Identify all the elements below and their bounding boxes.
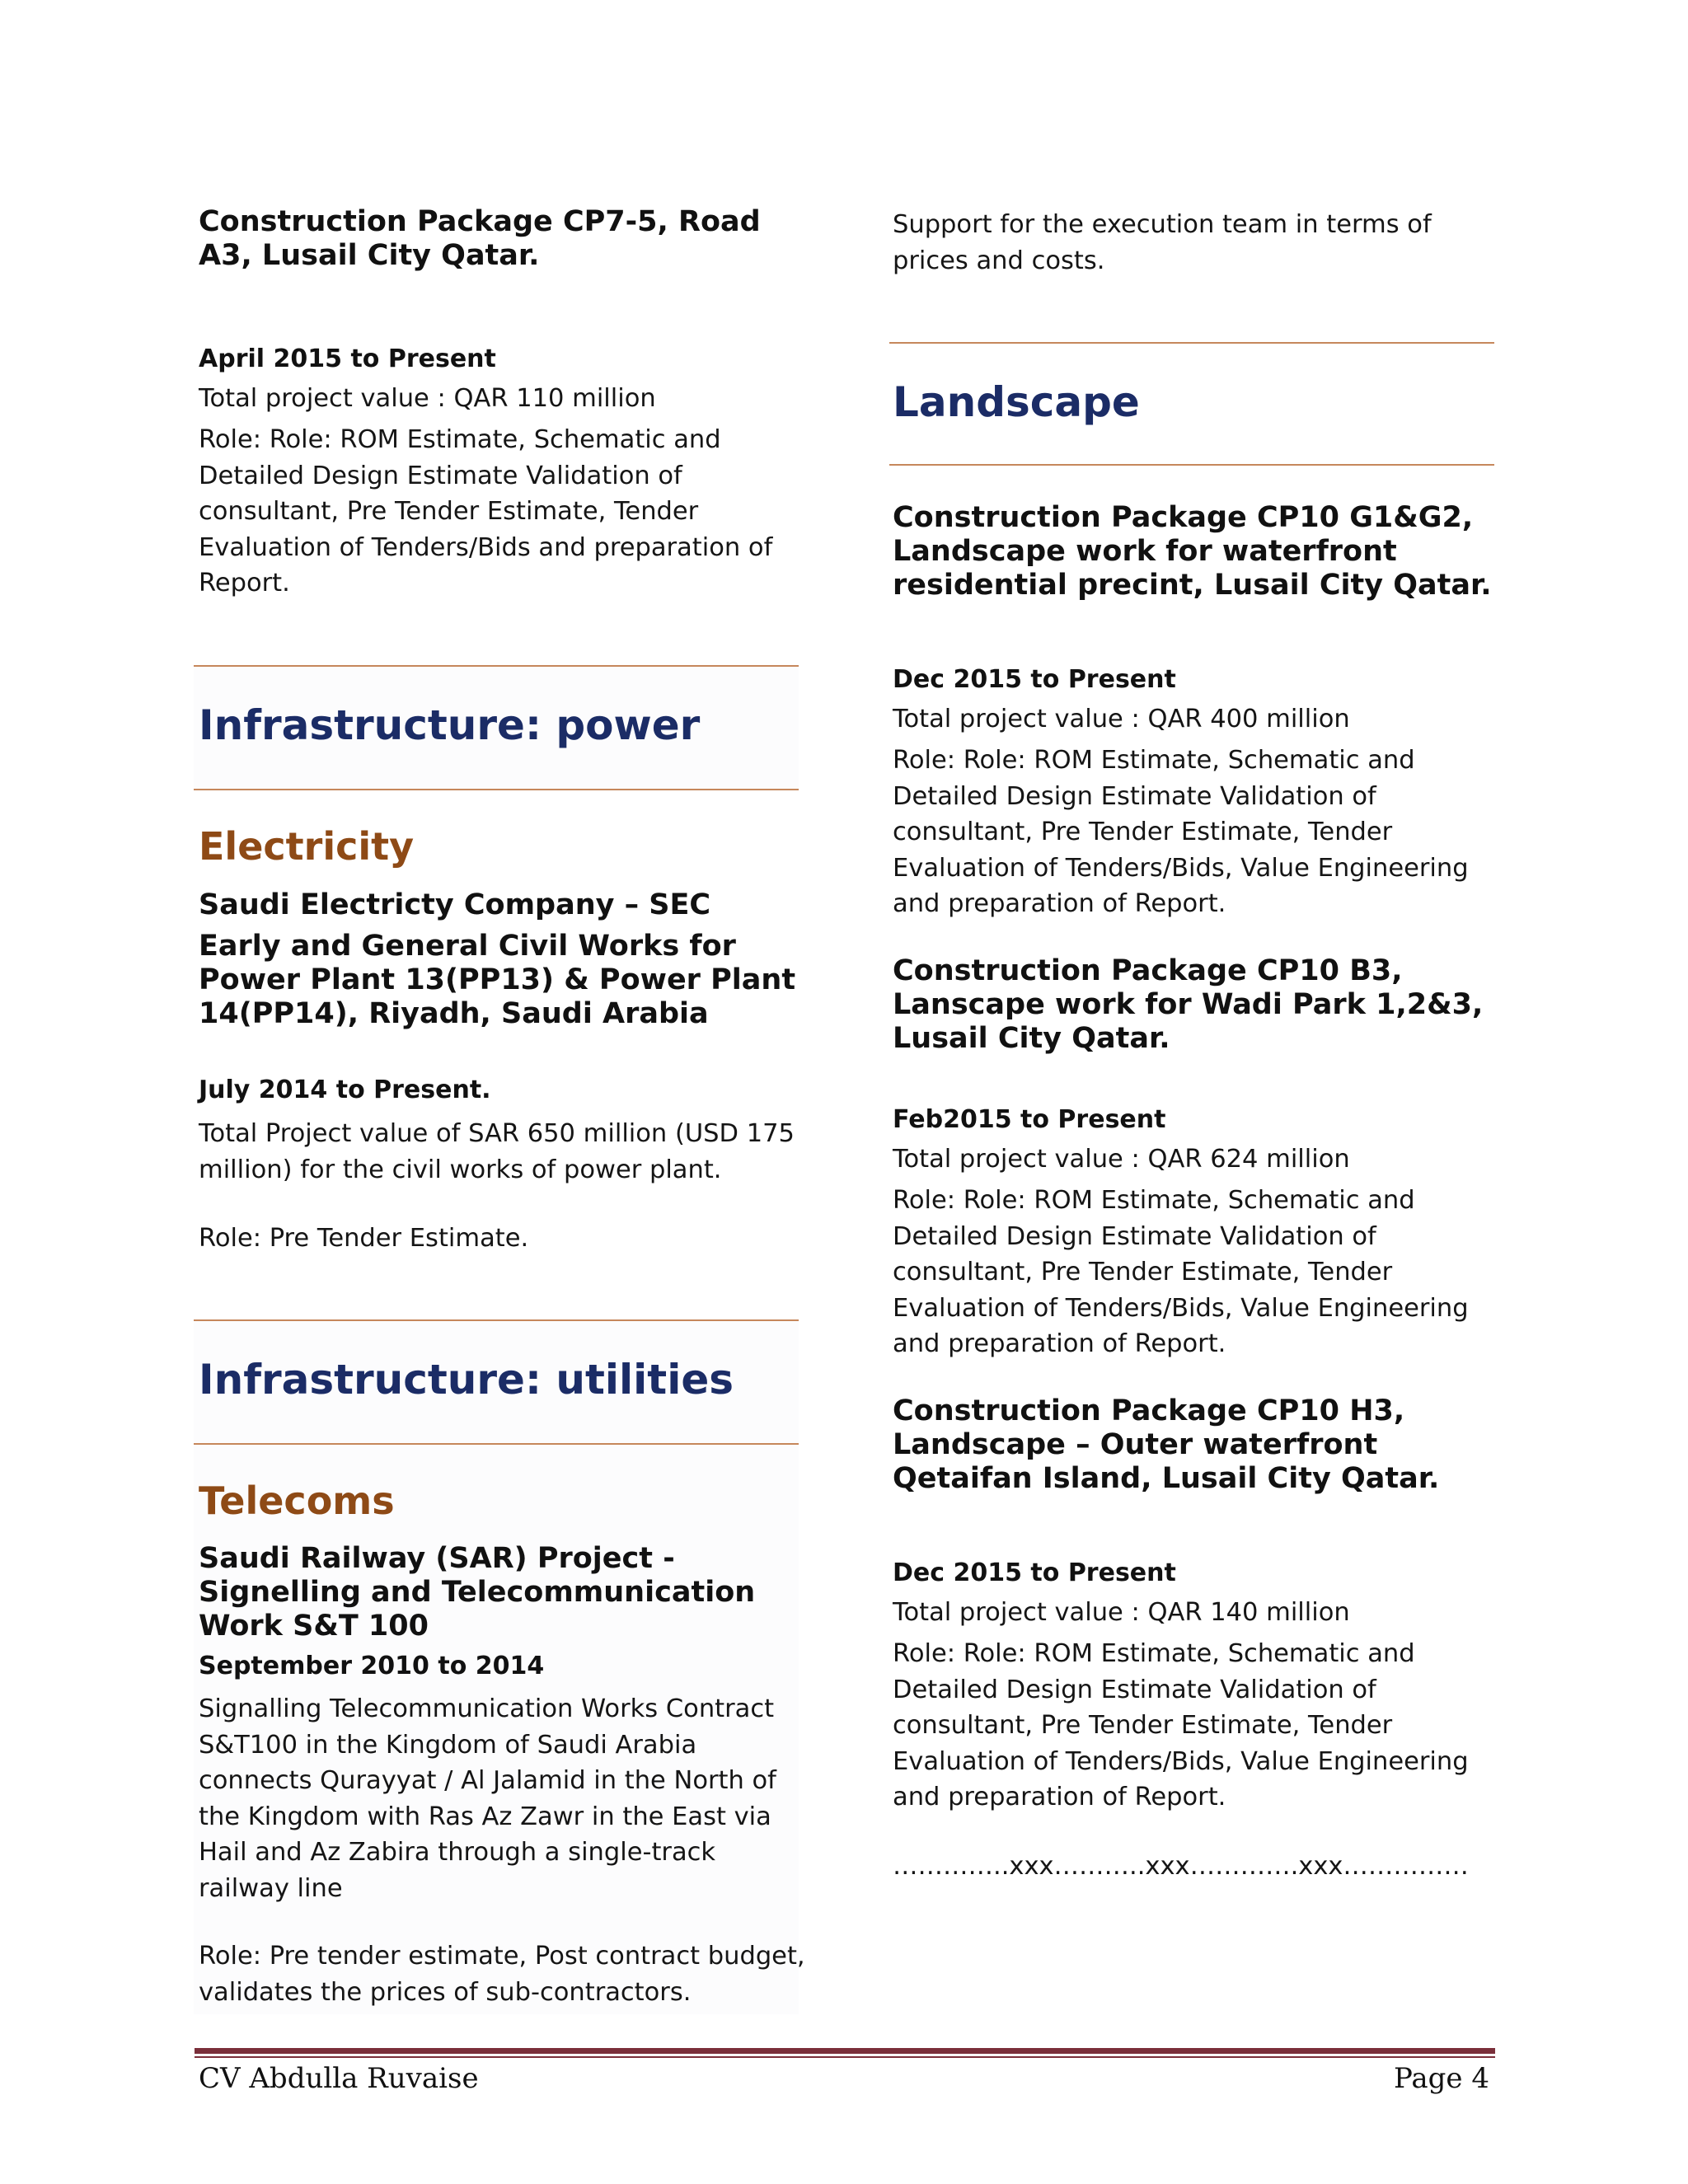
project-role: Role: Pre tender estimate, Post contract budget, validates the prices of sub-contractors. bbox=[199, 1942, 805, 2007]
project-title: Saudi Railway (SAR) Project - Signelling and Telecommunication Work S&T 100 bbox=[199, 1542, 756, 1643]
section-heading-utilities: Infrastructure: utilities bbox=[199, 1356, 734, 1404]
project-title: Construction Package CP10 H3, Landscape – Outer waterfront Qetaifan Island, Lusail City Qatar. bbox=[893, 1394, 1440, 1495]
section-rule-bottom bbox=[194, 1443, 799, 1445]
section-rule-top bbox=[194, 665, 799, 667]
section-heading-landscape: Landscape bbox=[893, 378, 1140, 426]
project-role: Role: Role: ROM Estimate, Schematic and Detailed Design Estimate Validation of consultant, Pre Tender Estimate, Tender Evaluation of Tenders/Bids, Value Engineering and preparation of Report. bbox=[893, 746, 1469, 918]
project-role: Role: Pre Tender Estimate. bbox=[199, 1224, 529, 1253]
project-client: Saudi Electricty Company – SEC bbox=[199, 888, 711, 921]
project-title: Construction Package CP10 G1&G2, Landscape work for waterfront residential precint, Lusail City Qatar. bbox=[893, 501, 1492, 602]
footer-rule-thin bbox=[195, 2056, 1495, 2058]
project-value: Total Project value of SAR 650 million (USD 175 million) for the civil works of power plant. bbox=[199, 1119, 795, 1184]
support-text: Support for the execution team in terms of prices and costs. bbox=[893, 210, 1432, 275]
project-date: Feb2015 to Present bbox=[893, 1105, 1166, 1134]
section-rule-top bbox=[889, 342, 1494, 344]
project-value: Total project value : QAR 624 million bbox=[893, 1145, 1350, 1174]
section-rule-bottom bbox=[889, 464, 1494, 466]
project-date: Dec 2015 to Present bbox=[893, 1558, 1176, 1587]
project-value: Total project value : QAR 400 million bbox=[893, 705, 1350, 733]
section-heading-power: Infrastructure: power bbox=[199, 701, 701, 749]
project-date: April 2015 to Present bbox=[199, 344, 496, 373]
section-rule-bottom bbox=[194, 789, 799, 790]
project-role: Role: Role: ROM Estimate, Schematic and Detailed Design Estimate Validation of consultant, Pre Tender Estimate, Tender Evaluation of Tenders/Bids and preparation of Report. bbox=[199, 425, 773, 598]
project-role: Role: Role: ROM Estimate, Schematic and Detailed Design Estimate Validation of consultant, Pre Tender Estimate, Tender Evaluation of Tenders/Bids, Value Engineering and preparation of Report. bbox=[893, 1639, 1469, 1811]
ending-separator: …………..xxx………..xxx………….xxx…………… bbox=[893, 1852, 1469, 1881]
project-date: July 2014 to Present. bbox=[199, 1076, 491, 1104]
section-rule-top bbox=[194, 1319, 799, 1321]
category-heading-telecoms: Telecoms bbox=[199, 1479, 395, 1523]
project-value: Total project value : QAR 110 million bbox=[199, 384, 656, 413]
project-role: Role: Role: ROM Estimate, Schematic and Detailed Design Estimate Validation of consultant, Pre Tender Estimate, Tender Evaluation of Tenders/Bids, Value Engineering and preparation of Report. bbox=[893, 1186, 1469, 1358]
footer-rule bbox=[195, 2048, 1495, 2054]
project-description: Signalling Telecommunication Works Contract S&T100 in the Kingdom of Saudi Arabia connects Qurayyat / Al Jalamid in the North of the Kingdom with Ras Az Zawr in the East via Hail and Az Zabira through a single-track railway line bbox=[199, 1694, 776, 1903]
category-heading-electricity: Electricity bbox=[199, 824, 415, 869]
project-date: Dec 2015 to Present bbox=[893, 665, 1176, 694]
project-title: Construction Package CP10 B3, Lanscape work for Wadi Park 1,2&3, Lusail City Qatar. bbox=[893, 954, 1484, 1055]
project-value: Total project value : QAR 140 million bbox=[893, 1598, 1350, 1627]
page-number: Page 4 bbox=[1394, 2062, 1489, 2095]
project-title: Construction Package CP7-5, Road A3, Lusail City Qatar. bbox=[199, 205, 761, 272]
project-date: September 2010 to 2014 bbox=[199, 1652, 545, 1680]
footer-name: CV Abdulla Ruvaise bbox=[199, 2062, 479, 2095]
project-title: Early and General Civil Works for Power Plant 13(PP13) & Power Plant 14(PP14), Riyadh, Saudi Arabia bbox=[199, 930, 796, 1030]
